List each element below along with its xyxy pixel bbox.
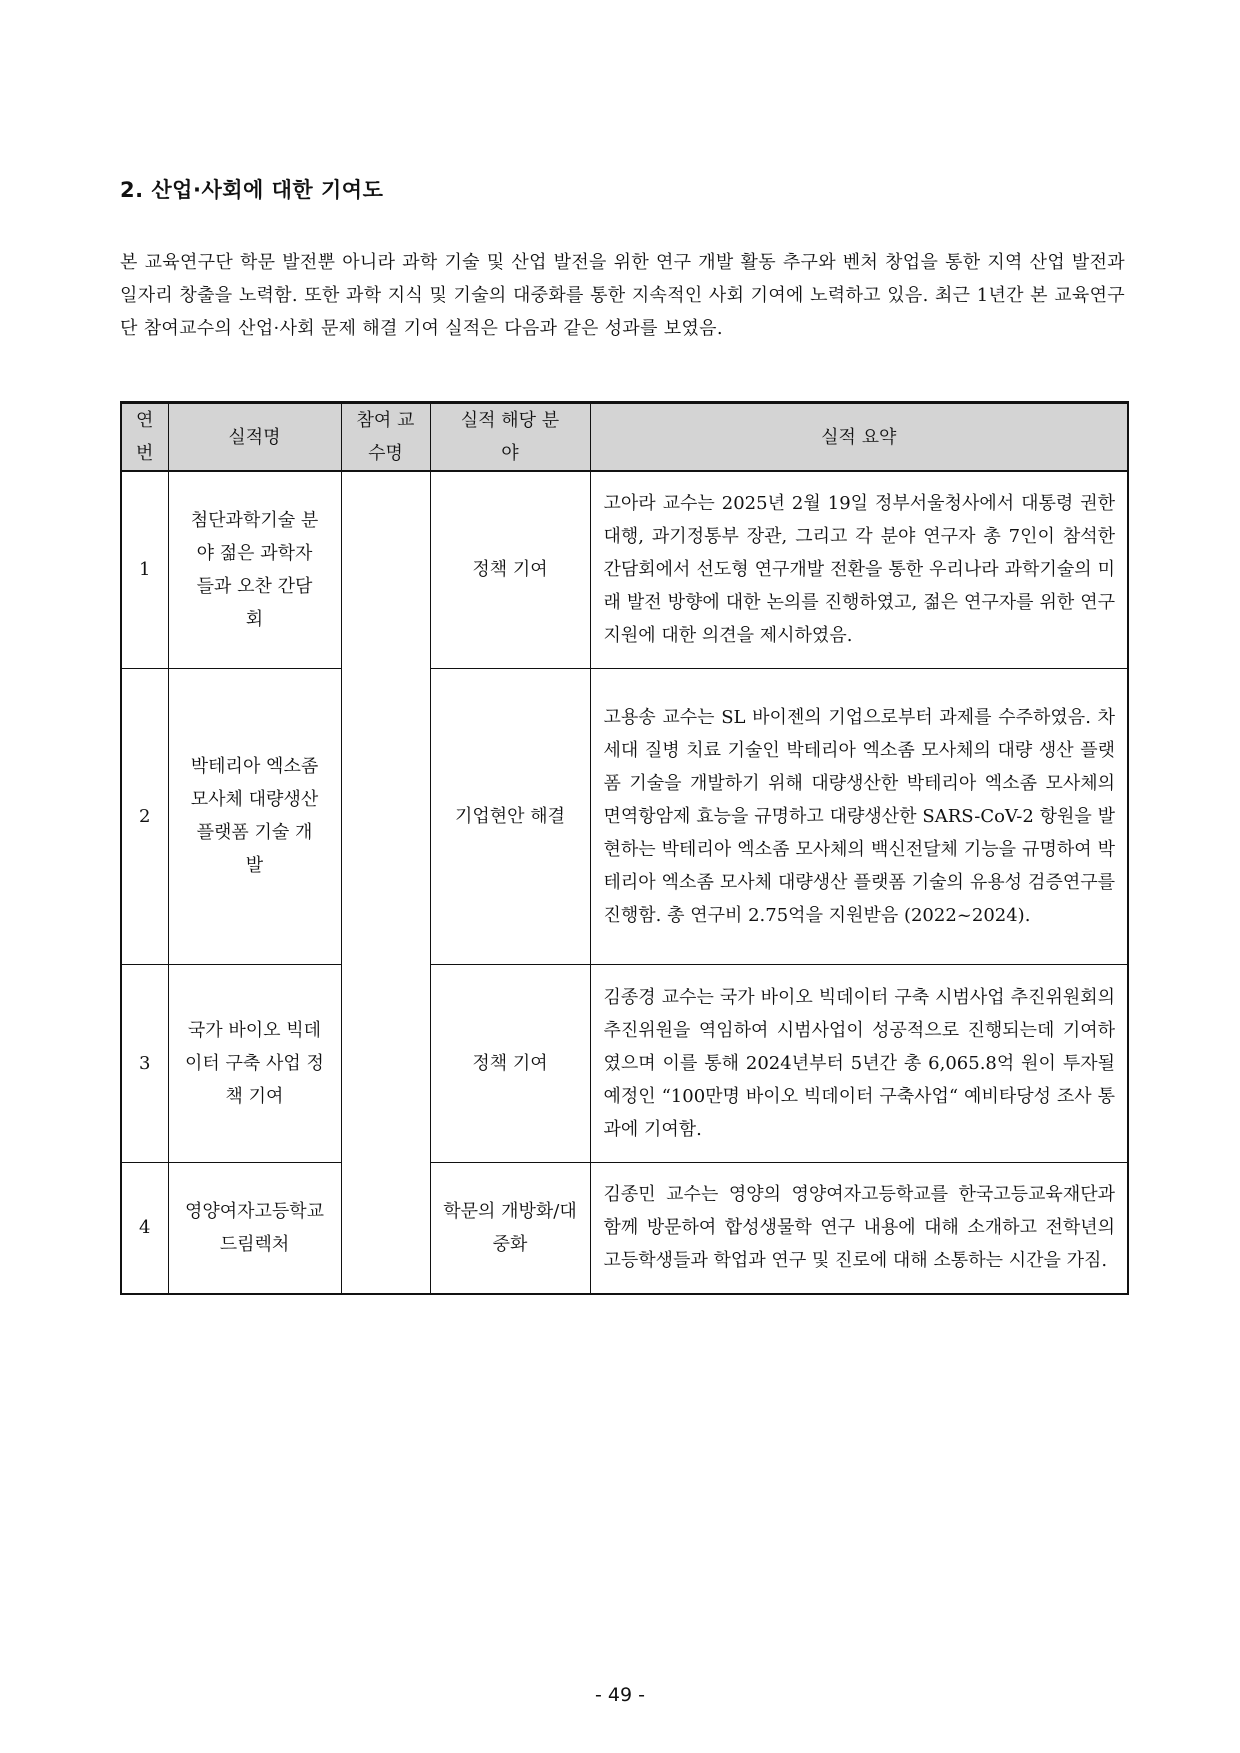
table-row — [121, 964, 1128, 1162]
section-title: 2. 산업·사회에 대한 기여도 — [120, 178, 384, 202]
row-summary: 김종경 교수는 국가 바이오 빅데이터 구축 시범사업 추진위원회의 추진위원을 역임하여 시범사업이 성공적으로 진행되는데 기여하였으며 이를 통해 2024년부터 5년간 총 6,065.8억 원이 투자될 예정인 “100만명 바이오 빅데이터 구축사업“ 예비타당성 조사 통과에 기여함. — [590, 964, 1128, 1162]
row-name: 영양여자고등학교 드림렉처 — [168, 1162, 341, 1294]
row-no: 2 — [121, 668, 168, 964]
table-row — [121, 1162, 1128, 1294]
row-field: 정책 기여 — [430, 471, 590, 668]
row-field: 정책 기여 — [430, 964, 590, 1162]
header-summary: 실적 요약 — [590, 403, 1128, 472]
row-name: 박테리아 엑소좀 모사체 대량생산 플랫폼 기술 개발 — [168, 668, 341, 964]
row-professor — [341, 1162, 430, 1294]
row-summary: 김종민 교수는 영양의 영양여자고등학교를 한국고등교육재단과 함께 방문하여 합성생물학 연구 내용에 대해 소개하고 전학년의 고등학생들과 학업과 연구 및 진로에 대해 소통하는 시간을 가짐. — [590, 1162, 1128, 1294]
row-no: 1 — [121, 471, 168, 668]
row-no: 3 — [121, 964, 168, 1162]
contribution-table-container — [120, 401, 1127, 1295]
header-professor: 참여 교수명 — [341, 403, 430, 472]
row-professor — [341, 668, 430, 964]
page-number: - 49 - — [595, 1684, 645, 1706]
row-field: 기업현안 해결 — [430, 668, 590, 964]
row-professor — [341, 964, 430, 1162]
header-name: 실적명 — [168, 403, 341, 472]
section-intro-paragraph: 본 교육연구단 학문 발전뿐 아니라 과학 기술 및 산업 발전을 위한 연구 개발 활동 추구와 벤처 창업을 통한 지역 산업 발전과 일자리 창출을 노력함. 또한 과학 지식 및 기술의 대중화를 통한 지속적인 사회 기여에 노력하고 있음. 최근 1년간 본 교육연구단 참여교수의 산업·사회 문제 해결 기여 실적은 다음과 같은 성과를 보였음. — [120, 252, 1125, 339]
row-name: 첨단과학기술 분야 젊은 과학자들과 오찬 간담회 — [168, 471, 341, 668]
row-summary: 고아라 교수는 2025년 2월 19일 정부서울청사에서 대통령 권한대행, 과기정통부 장관, 그리고 각 분야 연구자 총 7인이 참석한 간담회에서 선도형 연구개발 전환을 통한 우리나라 과학기술의 미래 발전 방향에 대한 논의를 진행하였고, 젊은 연구자를 위한 연구지원에 대한 의견을 제시하였음. — [590, 471, 1128, 668]
row-no: 4 — [121, 1162, 168, 1294]
header-no: 연번 — [121, 403, 168, 472]
contribution-table — [120, 401, 1129, 1295]
row-name: 국가 바이오 빅데이터 구축 사업 정책 기여 — [168, 964, 341, 1162]
row-professor — [341, 471, 430, 668]
header-field: 실적 해당 분야 — [430, 403, 590, 472]
table-row — [121, 668, 1128, 964]
table-header-row — [121, 403, 1128, 472]
row-field: 학문의 개방화/대중화 — [430, 1162, 590, 1294]
table-row — [121, 471, 1128, 668]
row-summary: 고용송 교수는 SL 바이젠의 기업으로부터 과제를 수주하였음. 차세대 질병 치료 기술인 박테리아 엑소좀 모사체의 대량 생산 플랫폼 기술을 개발하기 위해 대량생산한 박테리아 엑소좀 모사체의 면역항암제 효능을 규명하고 대량생산한 SARS-CoV-2 항원을 발현하는 박테리아 엑소좀 모사체의 백신전달체 기능을 규명하여 박테리아 엑소좀 모사체 대량생산 플랫폼 기술의 유용성 검증연구를 진행함. 총 연구비 2.75억을 지원받음 (2022~2024). — [590, 668, 1128, 964]
